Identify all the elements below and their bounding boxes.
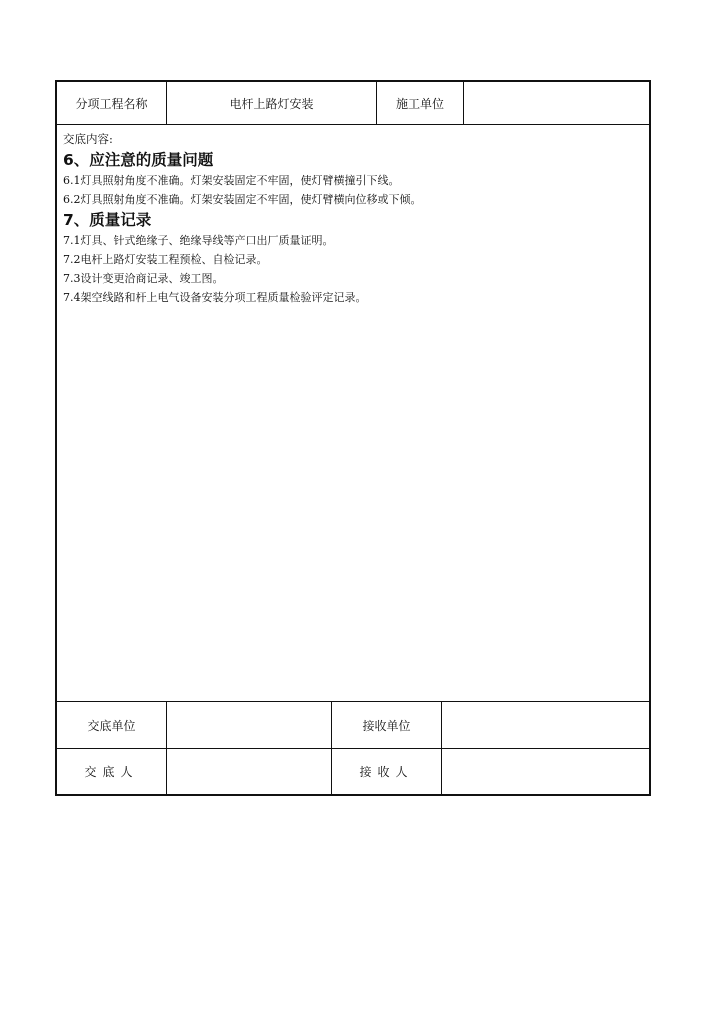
list-item: 6.2灯具照射角度不准确。灯架安装固定不牢固，使灯臂横向位移或下倾。	[63, 193, 422, 206]
issuing-unit-label: 交底单位	[57, 702, 167, 748]
footer-units-row	[57, 702, 649, 749]
issuing-unit-value	[167, 702, 332, 748]
receiver-value	[442, 749, 649, 794]
contractor-label: 施工单位	[377, 82, 464, 124]
section-heading-quality-records: 7、质量记录	[63, 211, 152, 229]
list-item: 7.4架空线路和杆上电气设备安装分项工程质量检验评定记录。	[63, 291, 367, 304]
handover-form-table	[55, 80, 651, 796]
receiver-label: 接收人	[332, 749, 442, 794]
list-item: 7.2电杆上路灯安装工程预检、自检记录。	[63, 253, 268, 266]
content-label: 交底内容:	[63, 132, 113, 146]
contractor-value	[464, 82, 649, 124]
project-name-value: 电杆上路灯安装	[167, 82, 377, 124]
section-heading-quality-issues: 6、应注意的质量问题	[63, 151, 214, 169]
issuer-value	[167, 749, 332, 794]
handover-content	[57, 125, 649, 702]
list-item: 7.3设计变更洽商记录、竣工图。	[63, 272, 224, 285]
list-item: 7.1灯具、针式绝缘子、绝缘导线等产口出厂质量证明。	[63, 234, 334, 247]
receiving-unit-label: 接收单位	[332, 702, 442, 748]
footer-persons-row	[57, 749, 649, 794]
list-item: 6.1灯具照射角度不准确。灯架安装固定不牢固，使灯臂横撞引下线。	[63, 174, 400, 187]
receiving-unit-value	[442, 702, 649, 748]
header-row	[57, 82, 649, 125]
issuer-label: 交底人	[57, 749, 167, 794]
project-name-label: 分项工程名称	[57, 82, 167, 124]
